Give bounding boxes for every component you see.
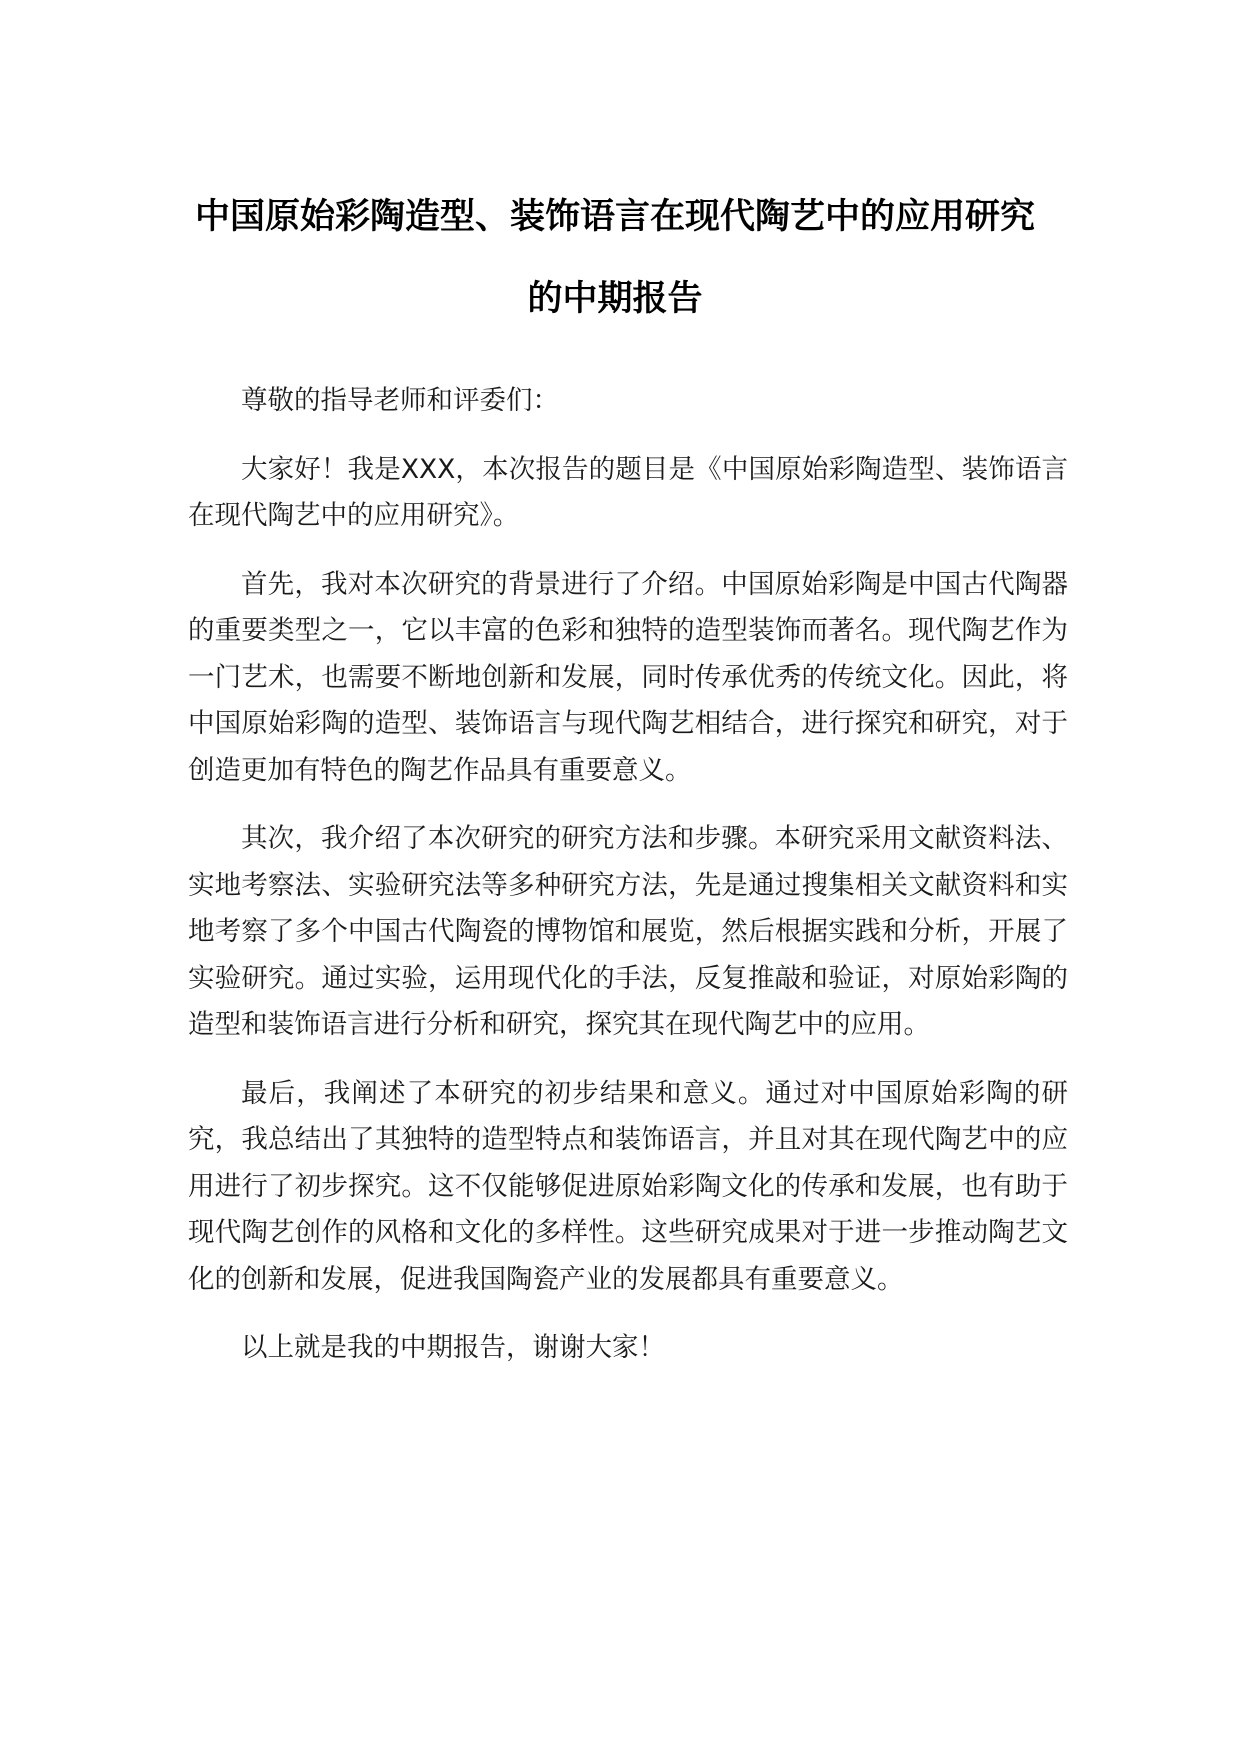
document-title: 中国原始彩陶造型、装饰语言在现代陶艺中的应用研究的中期报告 — [194, 197, 1035, 319]
document-body — [188, 378, 1068, 1394]
paragraph-results: 最后，我阐述了本研究的初步结果和意义。通过对中国原始彩陶的研究，我总结出了其独特的造型特点和装饰语言，并且对其在现代陶艺中的应用进行了初步探究。这不仅能够促进原始彩陶文化的传承和发展，也有助于现代陶艺创作的风格和文化的多样性。这些研究成果对于进一步推动陶艺文化的创新和发展，促进我国陶瓷产业的发展都具有重要意义。 — [188, 1077, 1068, 1295]
paragraph-greeting: 大家好！我是XXX，本次报告的题目是《中国原始彩陶造型、装饰语言在现代陶艺中的应用研究》。 — [188, 453, 1068, 531]
paragraph-background: 首先，我对本次研究的背景进行了介绍。中国原始彩陶是中国古代陶器的重要类型之一，它以丰富的色彩和独特的造型装饰而著名。现代陶艺作为一门艺术，也需要不断地创新和发展，同时传承优秀的传统文化。因此，将中国原始彩陶的造型、装饰语言与现代陶艺相结合，进行探究和研究，对于创造更加有特色的陶艺作品具有重要意义。 — [188, 568, 1068, 786]
salutation: 尊敬的指导老师和评委们： — [241, 385, 559, 416]
closing-remark: 以上就是我的中期报告，谢谢大家！ — [241, 1332, 665, 1363]
paragraph-methods: 其次，我介绍了本次研究的研究方法和步骤。本研究采用文献资料法、实地考察法、实验研究法等多种研究方法，先是通过搜集相关文献资料和实地考察了多个中国古代陶瓷的博物馆和展览，然后根据实践和分析，开展了实验研究。通过实验，运用现代化的手法，反复推敲和验证，对原始彩陶的造型和装饰语言进行分析和研究，探究其在现代陶艺中的应用。 — [188, 823, 1068, 1040]
